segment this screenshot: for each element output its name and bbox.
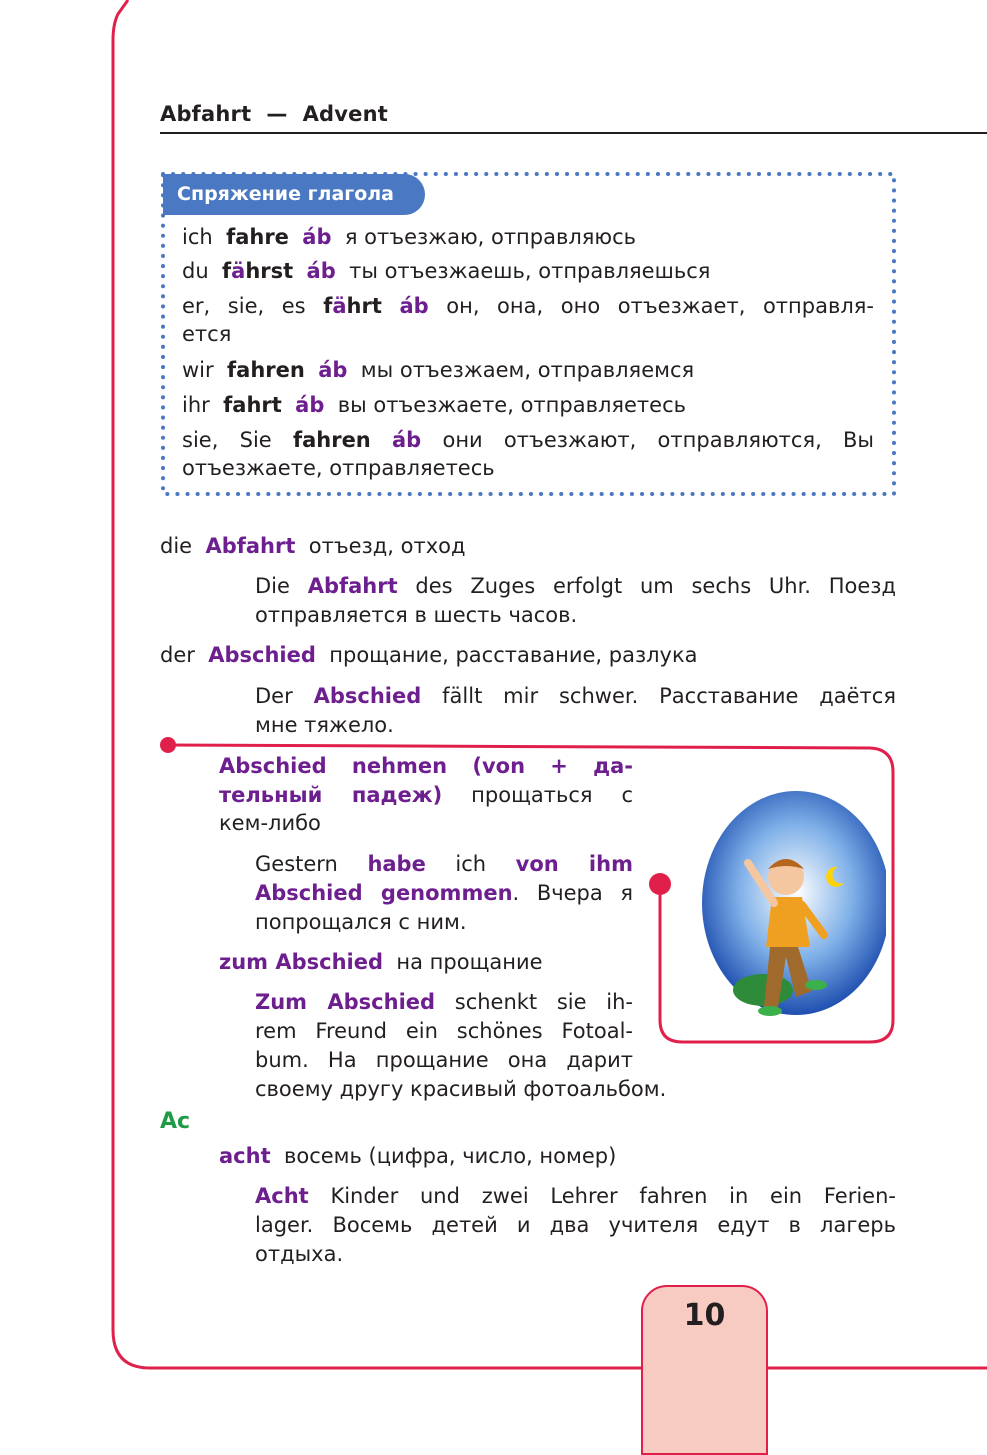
example-text: Die [255,574,290,598]
callout-pin-left [160,737,176,753]
conj-verb: fahren [227,358,305,382]
conj-pronoun: du [182,259,209,283]
example-keyword: Abschied [313,684,422,708]
conj-pronoun: ich [182,225,213,249]
example-zum-line4: своему другу красивый фотоальбом. [255,1077,667,1101]
conj-pronoun: wir [182,358,214,382]
example-nehmen-line2 [255,879,633,908]
example-nehmen-line3: попрощался с ним. [255,910,467,934]
conj-verb: fahrt [223,393,282,417]
example-keyword: habe [367,852,426,876]
example-abschied-line2: мне тяжело. [255,713,394,737]
example-text: Der [255,684,293,708]
conj-row-er [182,292,874,321]
example-keyword: Acht [255,1184,309,1208]
entry-abschied [160,641,698,670]
entry-acht [219,1142,616,1171]
example-keyword: von ihm [515,852,633,876]
entry-article: die [160,534,193,558]
example-keyword: Abschied genommen [255,881,513,905]
conj-verb-part: hrt [346,294,382,318]
phrase-zum-abschied [219,948,543,977]
conj-row-sie [182,426,874,455]
example-text: . Вчера я [512,881,634,905]
example-acht-line3: отдыха. [255,1242,344,1266]
conj-verb-umlaut: ä [231,259,246,283]
conj-verb-part: f [323,294,333,318]
example-abfahrt-line2: отправляется в шесть часов. [255,603,578,627]
example-acht-line2: lager. Восемь детей и два учителя едут в лагерь [255,1213,896,1237]
example-keyword: Zum Abschied [255,990,436,1014]
entry-headword: Abschied [208,643,316,667]
conj-pronoun: er, sie, es [182,294,306,318]
example-zum-line3: bum. На прощание она дарит [255,1048,633,1072]
example-text: fällt mir schwer. Расставание даётся [442,684,896,708]
conj-verb-part: f [222,259,232,283]
conj-translation: ты отъезжаешь, отправляешься [349,259,711,283]
boy-waving-illustration [668,785,886,1033]
header-rule [160,132,987,134]
conj-verb: fahre [226,225,289,249]
conj-translation: они отъезжают, отправляются, Вы [442,428,874,452]
phrase-translation: на прощание [396,950,543,974]
entry-translation: прощание, расставание, разлука [329,643,698,667]
example-text: Gestern [255,852,338,876]
conj-translation: он, она, оно отъезжает, отправля- [446,294,874,318]
header-left-word: Abfahrt [160,102,252,126]
conj-row-wir [182,356,694,385]
example-text: schenkt sie ih- [454,990,633,1014]
phrase-abschied-nehmen: Abschied nehmen (von + да- [219,754,633,778]
bush [733,974,793,1006]
phrase-abschied-nehmen-line2 [219,781,633,810]
example-abfahrt [255,572,896,601]
conj-prefix: áb [302,225,332,249]
conj-row-ihr [182,391,686,420]
conj-row-sie-cont: отъезжаете, отправляетесь [182,456,495,480]
phrase-headword: zum Abschied [219,950,384,974]
conj-row-ich [182,223,636,252]
example-nehmen [255,850,633,879]
phrase-translation: прощаться с [471,783,633,807]
page-number: 10 [683,1298,726,1333]
boy-shoe [758,1006,782,1016]
conj-verb [222,259,293,283]
conj-translation: вы отъезжаете, отправляетесь [337,393,687,417]
conj-prefix: áb [295,393,325,417]
running-header [160,102,388,126]
conj-pronoun: ihr [182,393,210,417]
example-zum-line2: rem Freund ein schönes Fotoal- [255,1019,633,1043]
example-abschied [255,682,896,711]
conj-translation: я отъезжаю, отправляюсь [344,225,637,249]
conj-prefix: áb [399,294,429,318]
conj-prefix: áb [392,428,422,452]
conj-prefix: áb [318,358,348,382]
section-heading: Ac [160,1109,191,1134]
conj-translation: мы отъезжаем, отправляемся [360,358,695,382]
conj-verb-umlaut: ä [332,294,347,318]
example-text: Kinder und zwei Lehrer fahren in ein Ferien- [330,1184,896,1208]
conjugation-title: Спряжение глагола [163,174,425,215]
boy-shoe [805,980,827,990]
conj-pronoun: sie, Sie [182,428,272,452]
header-dash: — [266,102,288,126]
example-zum [255,988,633,1017]
entry-article: der [160,643,195,667]
conj-verb [323,294,382,318]
header-right-word: Advent [302,102,389,126]
example-text: des Zuges erfolgt um sechs Uhr. Поезд [415,574,896,598]
entry-translation: отъезд, отход [308,534,466,558]
conj-row-er-cont: ется [182,322,232,346]
example-text: ich [455,852,487,876]
entry-headword: Abfahrt [205,534,296,558]
entry-headword: acht [219,1144,271,1168]
phrase-grammar: тельный падеж) [219,783,443,807]
example-acht [255,1182,896,1211]
entry-translation: восемь (цифра, число, номер) [283,1144,617,1168]
conj-row-du [182,257,710,286]
conj-verb: fahren [292,428,371,452]
conj-verb-part: hrst [245,259,294,283]
entry-abfahrt [160,532,466,561]
example-keyword: Abfahrt [307,574,398,598]
phrase-abschied-nehmen-line3: кем-либо [219,811,321,835]
conj-prefix: áb [306,259,336,283]
